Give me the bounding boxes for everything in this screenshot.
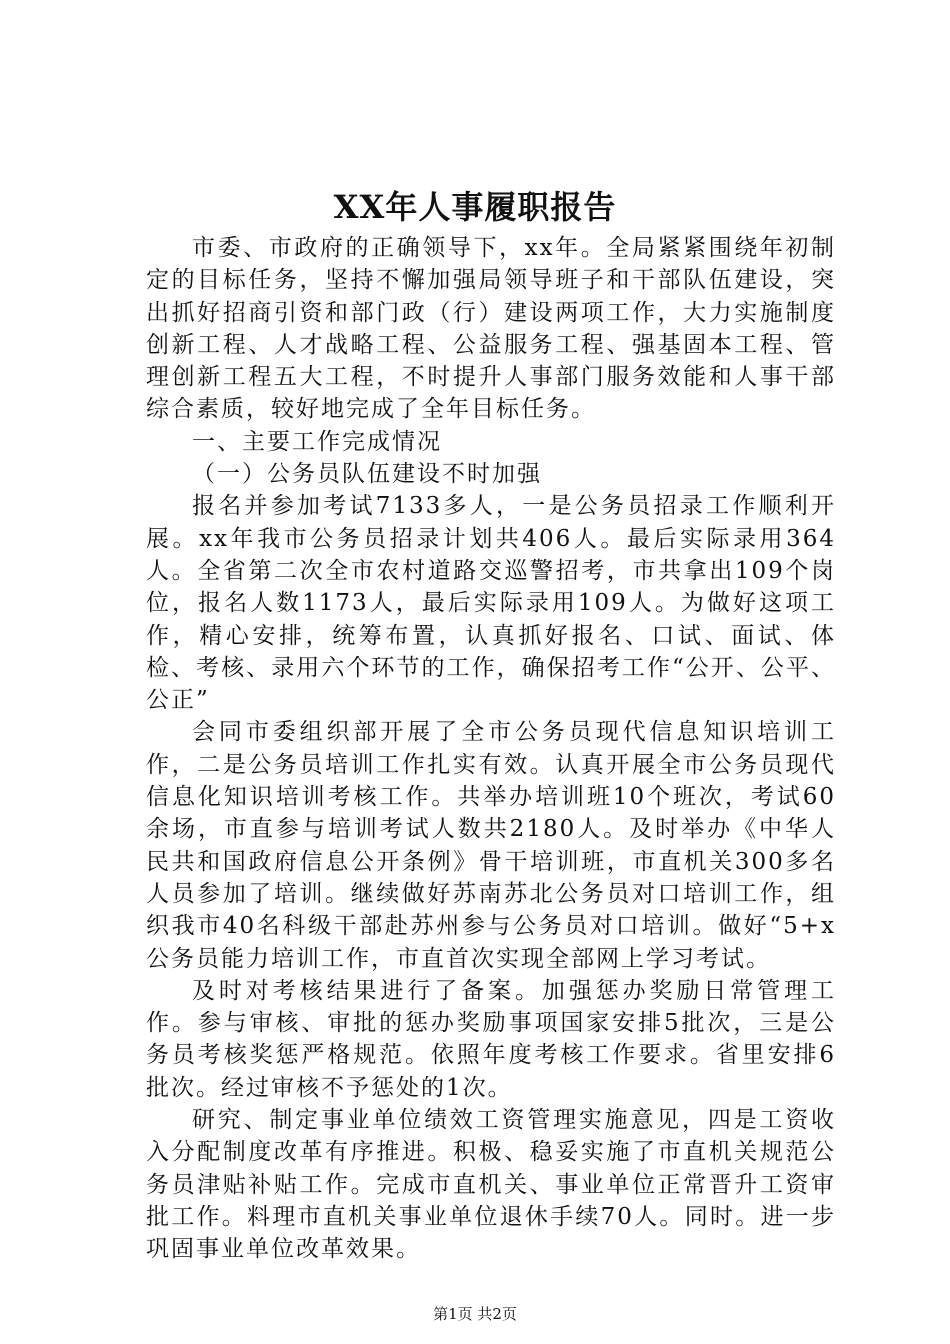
page-number-footer: 第1页 共2页 (433, 1305, 517, 1323)
section-heading: 一、主要工作完成情况 (192, 428, 442, 455)
intro-paragraph: 市委、市政府的正确领导下，xx年。全局紧紧围绕年初制定的目标任务，坚持不懈加强局领导班子和干部队伍建设，突出抓好招商引资和部门政（行）建设两项工作，大力实施制度创新工程、人才战略工程、公益服务工程、强基固本工程、管理创新工程五大工程，不时提升人事部门服务效能和人事干部综合素质，较好地完成了全年目标任务。 (146, 235, 836, 423)
training-paragraph: 会同市委组织部开展了全市公务员现代信息知识培训工作，二是公务员培训工作扎实有效。认真开展全市公务员现代信息化知识培训考核工作。共举办培训班10个班次，考试60余场，市直参与培训考试人数共2180人。及时举办《中华人民共和国政府信息公开条例》骨干培训班，市直机关300多名人员参加了培训。继续做好苏南苏北公务员对口培训工作，组织我市40名科级干部赴苏州参与公务员对口培训。做好“5+x公务员能力培训工作，市直首次实现全部网上学习考试。 (146, 719, 836, 972)
document-body (146, 232, 836, 1266)
recruitment-paragraph: 报名并参加考试7133多人，一是公务员招录工作顺利开展。xx年我市公务员招录计划共406人。最后实际录用364人。全省第二次全市农村道路交巡警招考，市共拿出109个岗位，报名人数1173人，最后实际录用109人。为做好这项工作，精心安排，统筹布置，认真抓好报名、口试、面试、体检、考核、录用六个环节的工作，确保招考工作“公开、公平、公正” (146, 493, 836, 714)
salary-paragraph: 研究、制定事业单位绩效工资管理实施意见，四是工资收入分配制度改革有序推进。积极、稳妥实施了市直机关规范公务员津贴补贴工作。完成市直机关、事业单位正常晋升工资审批工作。料理市直机关事业单位退休手续70人。同时。进一步巩固事业单位改革效果。 (146, 1107, 836, 1263)
document-title: XX年人事履职报告 (333, 188, 617, 226)
assessment-paragraph: 及时对考核结果进行了备案。加强惩办奖励日常管理工作。参与审核、审批的惩办奖励事项国家安排5批次，三是公务员考核奖惩严格规范。依照年度考核工作要求。省里安排6批次。经过审核不予惩处的1次。 (146, 977, 836, 1101)
subsection-heading: （一）公务员队伍建设不时加强 (192, 461, 542, 488)
